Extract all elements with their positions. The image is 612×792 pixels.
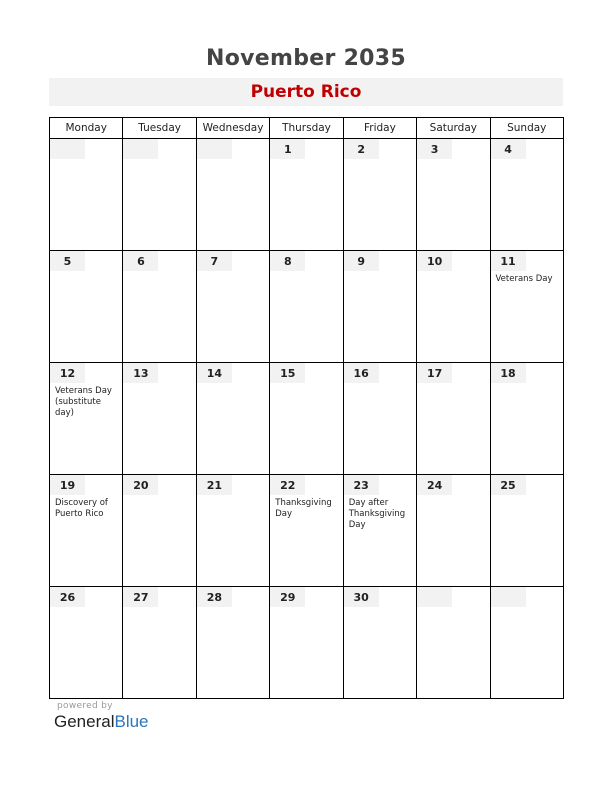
- holiday-label: [123, 159, 195, 162]
- holiday-label: [197, 607, 269, 610]
- day-number: [491, 587, 526, 607]
- day-cell: [417, 251, 490, 363]
- holiday-label: [50, 159, 122, 162]
- day-number: 10: [417, 251, 452, 271]
- day-cell: [417, 363, 490, 475]
- day-number: 6: [123, 251, 158, 271]
- day-number: 19: [50, 475, 85, 495]
- day-number: 14: [197, 363, 232, 383]
- day-cell: [50, 587, 123, 699]
- holiday-label: [417, 383, 489, 386]
- day-number: 15: [270, 363, 305, 383]
- holiday-label: Veterans Day (substitute day): [55, 386, 112, 418]
- day-cell: [270, 475, 343, 587]
- holiday-label: [491, 607, 563, 610]
- day-cell: [196, 587, 269, 699]
- day-number: 24: [417, 475, 452, 495]
- day-number: 1: [270, 139, 305, 159]
- day-cell: [417, 587, 490, 699]
- day-number: 23: [344, 475, 379, 495]
- week-row: [50, 587, 564, 699]
- holiday-label: [270, 607, 342, 610]
- weekday-header: Tuesday: [123, 118, 196, 139]
- weekday-header: Thursday: [270, 118, 343, 139]
- weekday-header: Sunday: [490, 118, 563, 139]
- holiday-label: [417, 159, 489, 162]
- day-number: 25: [491, 475, 526, 495]
- day-number: 13: [123, 363, 158, 383]
- holiday-label: [491, 383, 563, 386]
- holiday-label: [344, 383, 416, 386]
- country-banner: [49, 78, 563, 106]
- weekday-header: Monday: [50, 118, 123, 139]
- week-row: [50, 139, 564, 251]
- day-number: 2: [344, 139, 379, 159]
- brand-logo-blue: Blue: [114, 712, 149, 731]
- day-cell: [50, 363, 123, 475]
- day-cell: [196, 475, 269, 587]
- holiday-label: [270, 159, 342, 162]
- day-number: 16: [344, 363, 379, 383]
- day-cell: [343, 587, 416, 699]
- day-cell: [50, 139, 123, 251]
- day-number: 4: [491, 139, 526, 159]
- holiday-label: Thanksgiving Day: [275, 498, 332, 519]
- day-cell: [490, 475, 563, 587]
- day-cell: [270, 363, 343, 475]
- day-cell: [50, 475, 123, 587]
- brand-logo-general: General: [54, 712, 115, 731]
- day-number: 21: [197, 475, 232, 495]
- holiday-label: [123, 383, 195, 386]
- weekday-header: Friday: [343, 118, 416, 139]
- day-cell: [343, 139, 416, 251]
- week-row: [50, 363, 564, 475]
- day-cell: [123, 139, 196, 251]
- day-cell: [417, 475, 490, 587]
- holiday-label: [123, 607, 195, 610]
- holiday-label: [344, 159, 416, 162]
- holiday-label: [344, 271, 416, 274]
- day-number: 9: [344, 251, 379, 271]
- weekday-header: Saturday: [417, 118, 490, 139]
- holiday-label: [50, 607, 122, 610]
- holiday-label: [50, 271, 122, 274]
- day-number: 30: [344, 587, 379, 607]
- day-cell: [270, 251, 343, 363]
- holiday-label: [270, 271, 342, 274]
- day-cell: [50, 251, 123, 363]
- holiday-label: Veterans Day: [495, 274, 553, 284]
- holiday-label: [123, 495, 195, 498]
- day-cell: [270, 587, 343, 699]
- holiday-label: [344, 607, 416, 610]
- day-number: 11: [491, 251, 526, 271]
- day-cell: [123, 251, 196, 363]
- day-cell: [123, 587, 196, 699]
- day-number: 27: [123, 587, 158, 607]
- day-number: [417, 587, 452, 607]
- day-number: 26: [50, 587, 85, 607]
- day-cell: [343, 475, 416, 587]
- day-cell: [123, 475, 196, 587]
- day-cell: [417, 139, 490, 251]
- holiday-label: Discovery of Puerto Rico: [55, 498, 108, 519]
- day-number: 8: [270, 251, 305, 271]
- holiday-label: [123, 271, 195, 274]
- weekday-header-row: [50, 118, 564, 139]
- day-number: 20: [123, 475, 158, 495]
- day-number: 12: [50, 363, 85, 383]
- day-number: 22: [270, 475, 305, 495]
- day-cell: [270, 139, 343, 251]
- day-cell: [196, 139, 269, 251]
- holiday-label: [491, 159, 563, 162]
- day-number: [123, 139, 158, 159]
- holiday-label: [491, 495, 563, 498]
- day-number: 28: [197, 587, 232, 607]
- page-title: November 2035: [205, 46, 407, 71]
- day-number: 3: [417, 139, 452, 159]
- day-cell: [343, 363, 416, 475]
- day-cell: [196, 363, 269, 475]
- holiday-label: [417, 495, 489, 498]
- holiday-label: [197, 383, 269, 386]
- holiday-label: [197, 159, 269, 162]
- day-number: 5: [50, 251, 85, 271]
- day-number: [50, 139, 85, 159]
- holiday-label: [270, 383, 342, 386]
- day-cell: [490, 139, 563, 251]
- powered-by-text: powered by: [57, 701, 113, 711]
- day-cell: [343, 251, 416, 363]
- week-row: [50, 251, 564, 363]
- day-cell: [123, 363, 196, 475]
- holiday-label: [417, 271, 489, 274]
- holiday-label: [417, 607, 489, 610]
- day-number: [197, 139, 232, 159]
- holiday-label: Day after Thanksgiving Day: [348, 498, 406, 530]
- holiday-label: [197, 271, 269, 274]
- calendar-grid: [49, 117, 564, 699]
- day-cell: [490, 251, 563, 363]
- day-cell: [490, 363, 563, 475]
- day-number: 18: [491, 363, 526, 383]
- country-name: Puerto Rico: [250, 82, 362, 102]
- week-row: [50, 475, 564, 587]
- day-cell: [196, 251, 269, 363]
- weekday-header: Wednesday: [196, 118, 269, 139]
- holiday-label: [197, 495, 269, 498]
- day-number: 17: [417, 363, 452, 383]
- day-number: 29: [270, 587, 305, 607]
- day-number: 7: [197, 251, 232, 271]
- brand-logo[interactable]: [54, 712, 149, 732]
- day-cell: [490, 587, 563, 699]
